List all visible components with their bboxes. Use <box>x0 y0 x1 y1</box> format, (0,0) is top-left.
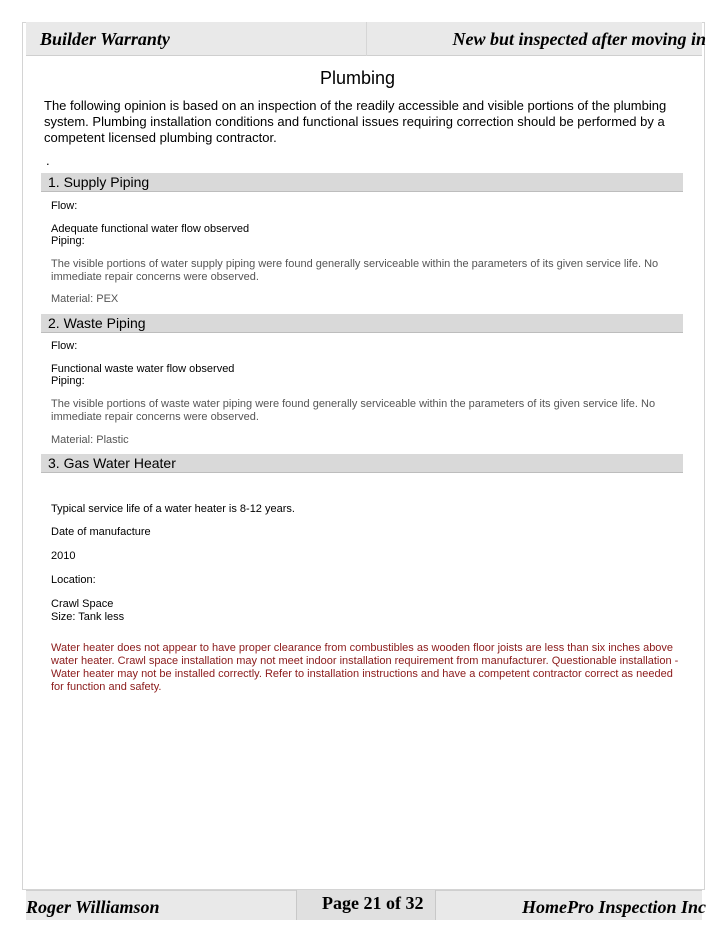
flow-label: Flow: <box>51 200 78 212</box>
flow-value: Functional waste water flow observed <box>51 363 235 375</box>
material-value: Material: Plastic <box>51 434 129 446</box>
piping-label: Piping: <box>51 235 85 247</box>
header-report-type: Builder Warranty <box>40 29 170 49</box>
section-header-gas-water-heater <box>41 454 683 473</box>
section-title: 1. Supply Piping <box>48 174 150 190</box>
date-of-manufacture-value: 2010 <box>51 550 76 562</box>
size-value: Size: Tank less <box>51 611 125 623</box>
date-of-manufacture-label: Date of manufacture <box>51 526 151 538</box>
footer-company-name: HomePro Inspection Inc <box>521 897 706 917</box>
piping-description: The visible portions of waste water piping were found generally serviceable within the parameters of its given service life. No immediate repair concerns were observed. <box>51 398 656 423</box>
water-heater-concern: Water heater does not appear to have proper clearance from combustibles as wooden floor joists are less than six inches above water heater. Crawl space installation may not meet indoor installation requirement from manufacturer. Questionable installation - Water heater may not be installed correctly. Refer to installation instructions and have a competent contractor correct as needed for function and safety. <box>51 642 679 693</box>
header-divider <box>366 22 367 56</box>
flow-label: Flow: <box>51 340 78 352</box>
service-life-note: Typical service life of a water heater is 8-12 years. <box>51 503 295 515</box>
flow-value: Adequate functional water flow observed <box>51 223 250 235</box>
section-header-supply-piping <box>41 173 683 192</box>
location-label: Location: <box>51 574 96 586</box>
section-title: 2. Waste Piping <box>48 315 146 331</box>
page-title: Plumbing <box>320 68 396 88</box>
piping-description: The visible portions of water supply piping were found generally serviceable within the parameters of its given service life. No immediate repair concerns were observed. <box>51 258 659 283</box>
footer-page-number: Page 21 of 32 <box>322 893 424 913</box>
section-title: 3. Gas Water Heater <box>48 455 176 471</box>
location-value: Crawl Space <box>51 598 114 610</box>
material-value: Material: PEX <box>51 293 119 305</box>
footer-inspector-name: Roger Williamson <box>26 897 160 917</box>
separator-dot: . <box>46 153 50 168</box>
piping-label: Piping: <box>51 375 85 387</box>
section-header-waste-piping <box>41 314 683 333</box>
intro-paragraph: The following opinion is based on an inspection of the readily accessible and visible portions of the plumbing system. Plumbing installation conditions and functional issues requiring correction should be performed by a competent licensed plumbing contractor. <box>44 98 667 145</box>
header-inspection-type: New but inspected after moving in <box>452 29 706 49</box>
